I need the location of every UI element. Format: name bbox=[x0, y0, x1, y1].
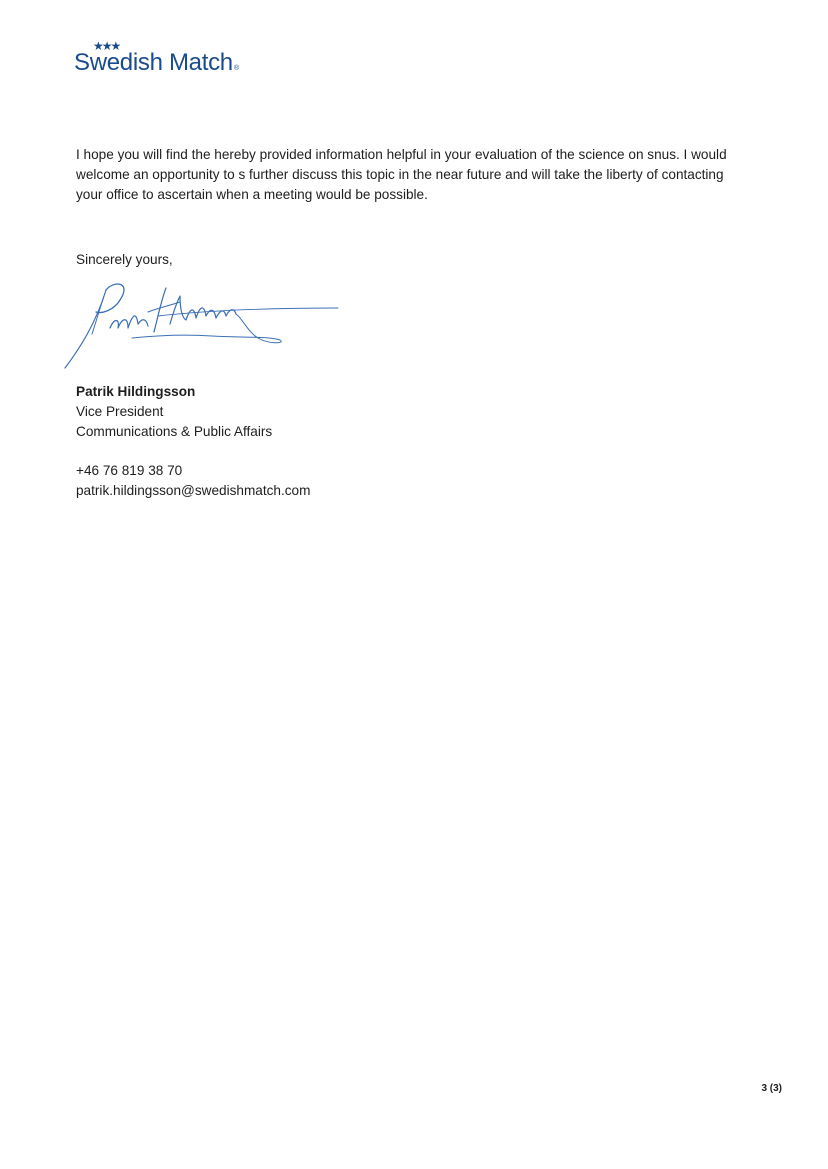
logo-stars-icon: ★★★ bbox=[93, 39, 120, 53]
letter-body-paragraph: I hope you will find the hereby provided information helpful in your evaluation of the science on snus. I would welcome an opportunity to s further discuss this topic in the near future and will take the liberty of contacting your office to ascertain when a meeting would be possible. bbox=[76, 147, 727, 202]
signer-name: Patrik Hildingsson bbox=[76, 384, 196, 399]
contact-email: patrik.hildingsson@swedishmatch.com bbox=[76, 483, 311, 498]
logo-wordmark bbox=[74, 48, 239, 84]
contact-phone: +46 76 819 38 70 bbox=[76, 463, 183, 478]
letter-closing: Sincerely yours, bbox=[76, 252, 173, 267]
registered-mark-icon: ® bbox=[233, 65, 239, 72]
signer-title: Vice President bbox=[76, 404, 164, 419]
signer-block bbox=[76, 382, 272, 442]
logo-name: Swedish Match bbox=[74, 49, 233, 76]
signer-department: Communications & Public Affairs bbox=[76, 424, 273, 439]
handwritten-signature-icon bbox=[62, 278, 342, 370]
company-logo bbox=[74, 40, 274, 80]
contact-block bbox=[76, 461, 310, 501]
page-number: 3 (3) bbox=[761, 1083, 782, 1094]
